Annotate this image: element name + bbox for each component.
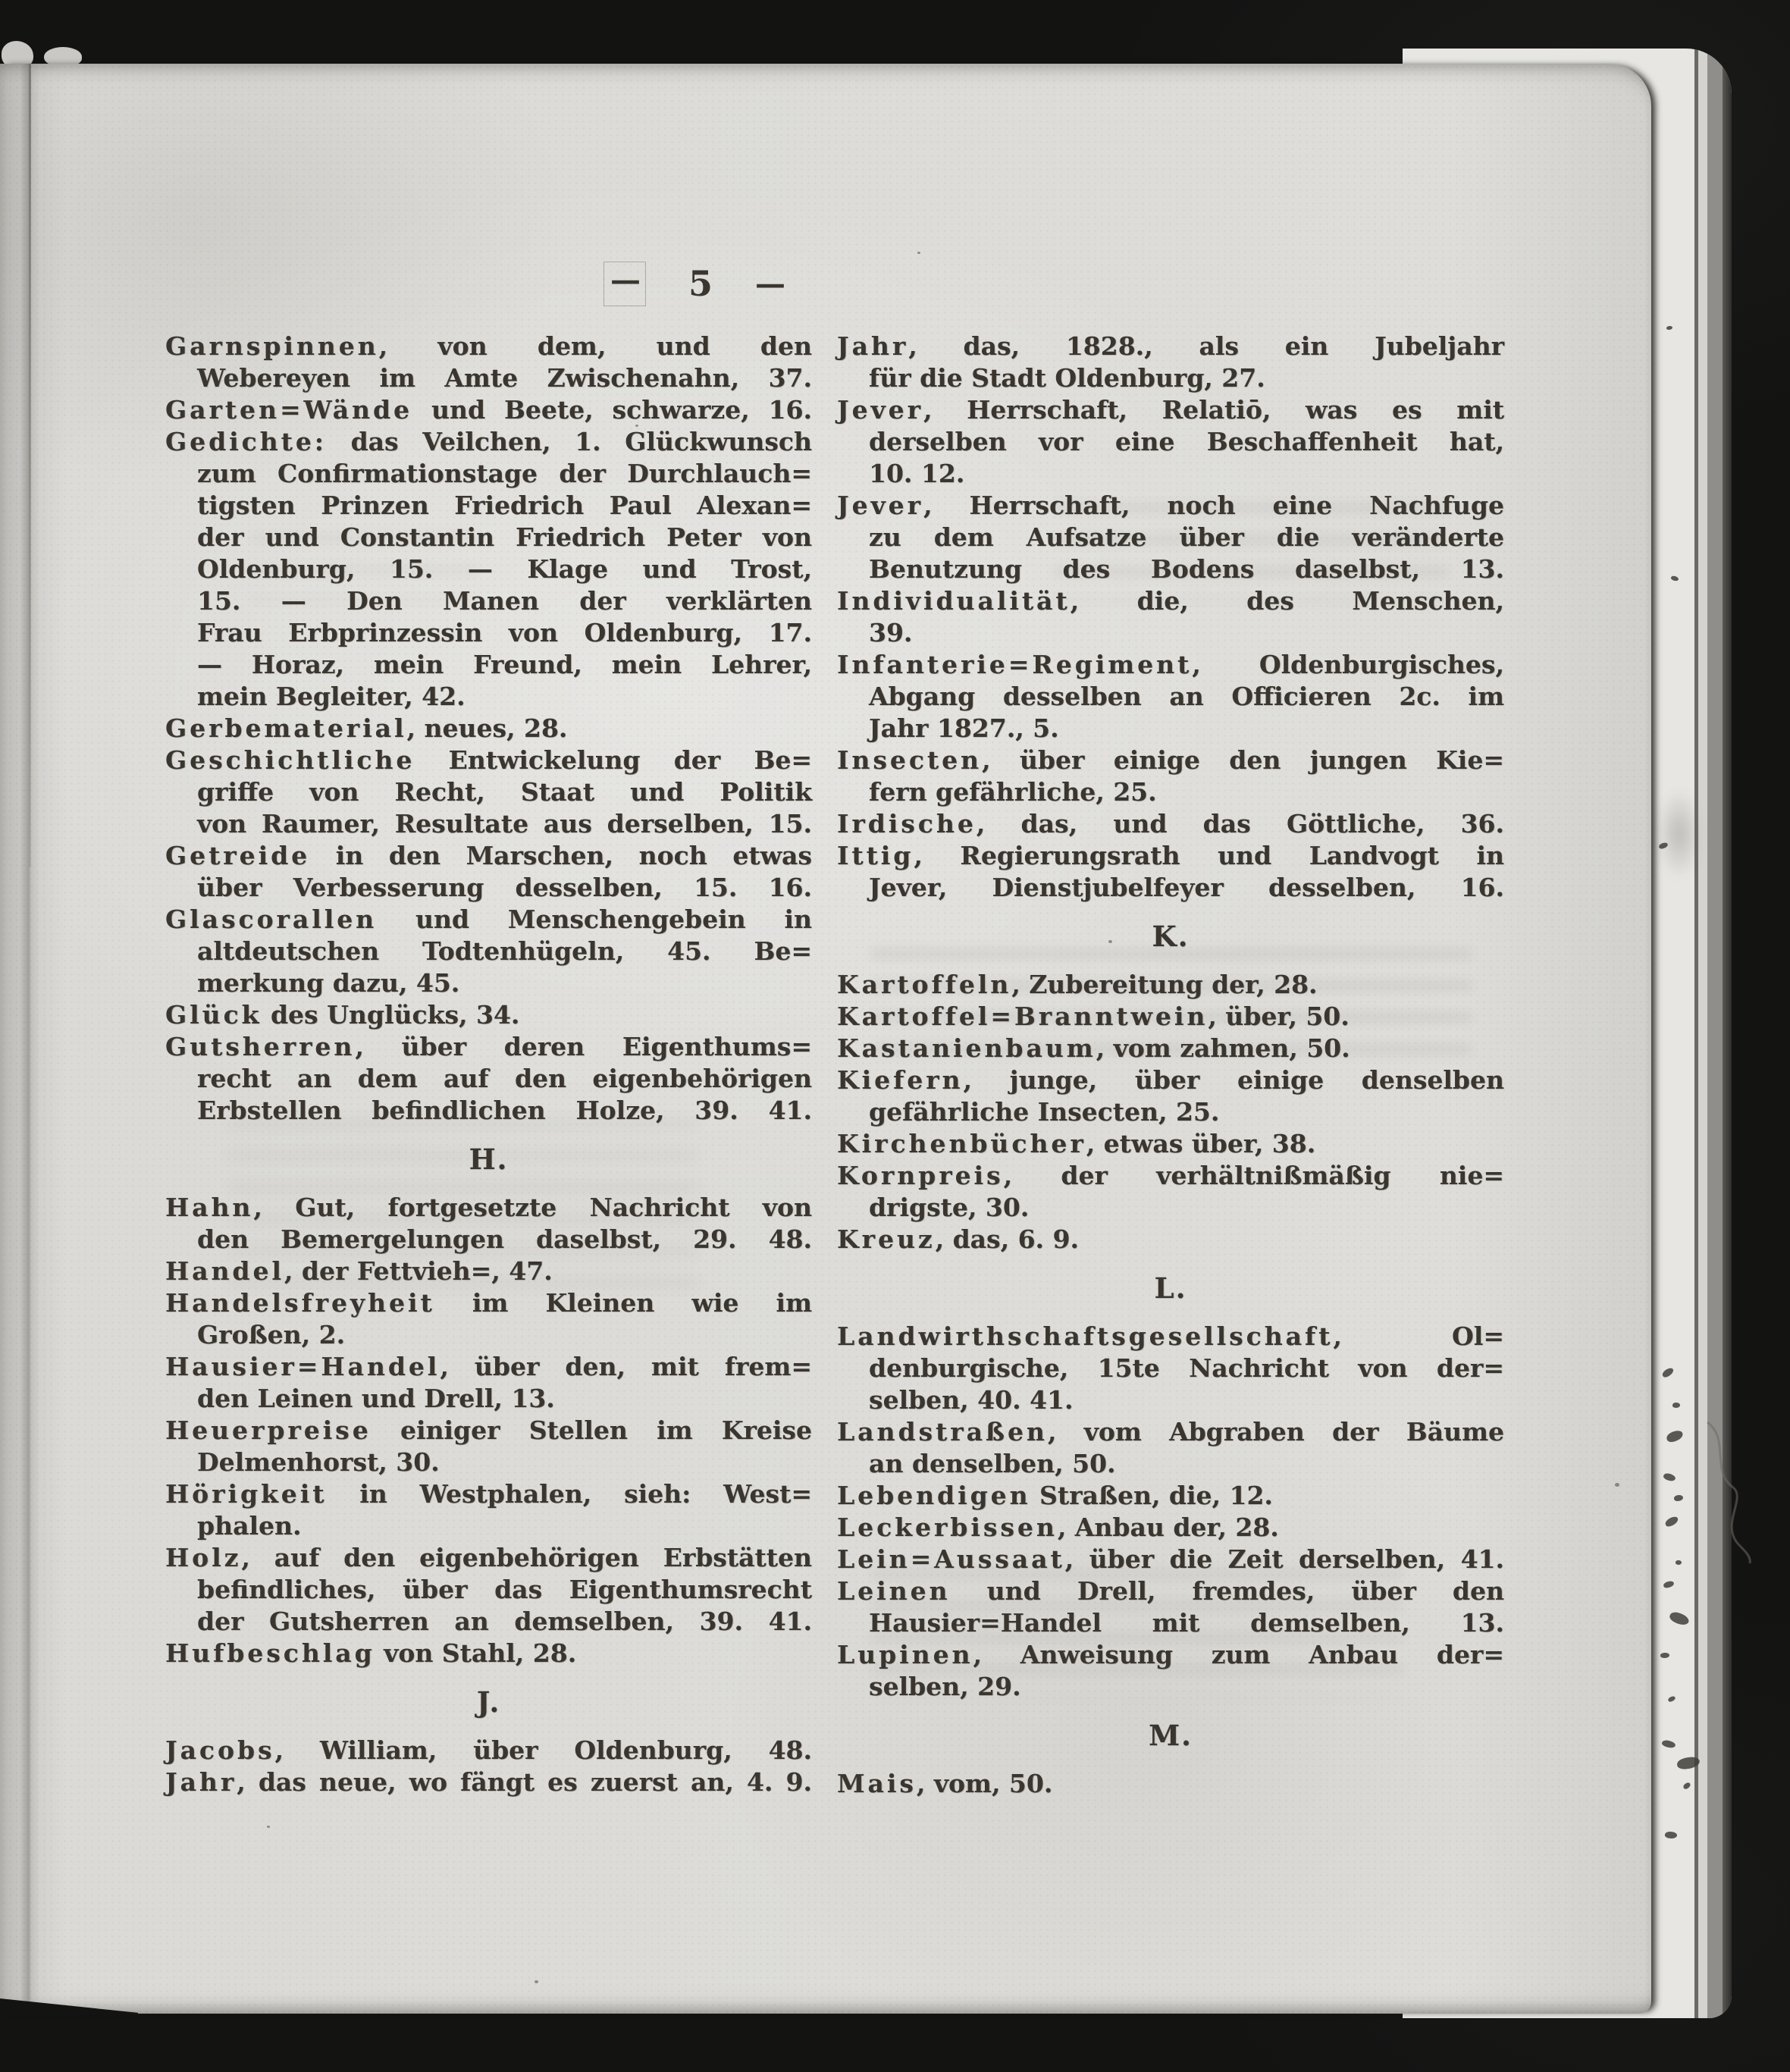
entry-headword: Gutsherren [165, 1032, 356, 1061]
index-entry [837, 1480, 1504, 1512]
section-heading: K. [1152, 920, 1190, 953]
entry-headword: Jahr [165, 1767, 237, 1797]
index-entry [165, 1542, 812, 1574]
index-continuation-line: Oldenburg, 15. — Klage und Trost, [197, 554, 812, 584]
entry-headword: Kirchenbücher [837, 1129, 1086, 1158]
paper-speck [1615, 1483, 1619, 1487]
entry-headword: Jacobs [165, 1735, 275, 1765]
entry-text: Straßen, die, 12. [1030, 1481, 1273, 1510]
index-entry [837, 808, 1504, 840]
entry-text: und Beete, schwarze, 16. [412, 395, 812, 425]
index-continuation-line: den Bemergelungen daselbst, 29. 48. [197, 1224, 812, 1254]
pencil-mark [1697, 1412, 1765, 1571]
entry-headword: Hausier=Handel [165, 1352, 440, 1381]
index-continuation-line: mein Begleiter, 42. [197, 682, 466, 711]
binding-crease-line [29, 64, 31, 867]
index-continuation-line: Delmenhorst, 30. [197, 1447, 440, 1477]
index-entry [837, 490, 1504, 522]
index-continuation-line: Frau Erbprinzessin von Oldenburg, 17. [197, 618, 812, 647]
entry-text: , Herrschaft, Relatiō, was es mit [923, 395, 1504, 425]
entry-headword: Ittig [837, 841, 914, 870]
index-entry [837, 1416, 1504, 1448]
index-continuation-line: Abgang desselben an Officieren 2c. im [869, 682, 1504, 711]
entry-text: , junge, über einige denselben [963, 1065, 1504, 1095]
entry-headword: Jever [837, 491, 923, 520]
entry-text: in den Marschen, noch etwas [310, 841, 812, 870]
index-continuation-line: tigsten Prinzen Friedrich Paul Alexan= [197, 491, 812, 520]
page-number: 5 [688, 263, 713, 304]
entry-headword: Irdische [837, 809, 977, 839]
index-entry [165, 1735, 812, 1766]
index-entry [837, 1544, 1504, 1575]
scan-artifact-box [603, 262, 646, 306]
index-entry [165, 1478, 812, 1510]
index-entry [837, 585, 1504, 617]
entry-text: , das, und das Göttliche, 36. [976, 809, 1504, 839]
index-entry [165, 744, 812, 776]
entry-text: , über deren Eigenthums= [355, 1032, 812, 1061]
index-entry [165, 713, 812, 744]
index-entry [165, 1351, 812, 1383]
index-continuation-line: der Gutsherren an demselben, 39. 41. [197, 1607, 812, 1636]
index-entry [165, 904, 812, 936]
header-dash: — [610, 262, 639, 298]
entry-headword: Kornpreis [837, 1161, 1004, 1190]
entry-headword: Insecten [837, 745, 983, 775]
entry-text: , das, 1828., als ein Jubeljahr [908, 331, 1504, 361]
index-continuation-line: denburgische, 15te Nachricht von der= [869, 1353, 1504, 1383]
entry-text: , etwas über, 38. [1086, 1129, 1316, 1158]
index-continuation-line: griffe von Recht, Staat und Politik [197, 777, 812, 807]
index-entry [165, 1287, 812, 1319]
entry-headword: Glascorallen [165, 904, 378, 934]
entry-text: einiger Stellen im Kreise [371, 1415, 812, 1445]
index-entry [165, 1766, 812, 1798]
section-heading: J. [476, 1685, 501, 1719]
index-continuation-line: zum Confirmationstage der Durchlauch= [197, 459, 812, 488]
entry-headword: Garnspinnen [165, 331, 379, 361]
entry-text: , vom zahmen, 50. [1096, 1033, 1350, 1063]
section-heading: L. [1154, 1271, 1187, 1305]
entry-headword: Individualität [837, 586, 1071, 616]
index-entry [165, 394, 812, 426]
paper-speck [267, 1826, 270, 1828]
index-entry [837, 1575, 1504, 1607]
section-heading: M. [1149, 1719, 1193, 1752]
index-continuation-line: 15. — Den Manen der verklärten [197, 586, 812, 616]
entry-text: , die, des Menschen, [1070, 586, 1504, 616]
index-continuation-line: von Raumer, Resultate aus derselben, 15. [197, 809, 812, 839]
entry-headword: Leinen [837, 1576, 951, 1606]
entry-headword: Geschichtliche [165, 745, 415, 775]
index-entry [837, 649, 1504, 681]
index-column-right [837, 331, 1504, 1800]
index-continuation-line: Großen, 2. [197, 1320, 346, 1349]
paper-speck [635, 425, 638, 427]
entry-headword: Glück [165, 1000, 262, 1030]
entry-headword: Jever [837, 395, 923, 425]
index-entry [165, 1415, 812, 1447]
entry-text: , Anbau der, 28. [1057, 1512, 1279, 1542]
index-entry [837, 840, 1504, 872]
entry-text: , Regierungsrath und Landvogt in [914, 841, 1504, 870]
section-heading: H. [469, 1143, 509, 1176]
index-continuation-line: über Verbesserung desselben, 15. 16. [197, 873, 812, 902]
index-entry [165, 1031, 812, 1063]
entry-text: , Anweisung zum Anbau der= [973, 1640, 1504, 1669]
index-entry [837, 1064, 1504, 1096]
page-edge-band [1723, 49, 1732, 2018]
index-continuation-line: der und Constantin Friedrich Peter von [197, 522, 812, 552]
entry-text: , das, 6. 9. [935, 1224, 1079, 1254]
entry-text: , Zubereitung der, 28. [1011, 970, 1318, 999]
index-entry [165, 999, 812, 1031]
index-entry [165, 1255, 812, 1287]
index-continuation-line: Hausier=Handel mit demselben, 13. [869, 1608, 1504, 1638]
entry-text: von Stahl, 28. [375, 1638, 577, 1668]
entry-text: des Unglücks, 34. [262, 1000, 520, 1030]
entry-text: und Menschengebein in [377, 904, 812, 934]
index-continuation-line: befindliches, über das Eigenthumsrecht [197, 1575, 812, 1604]
index-entry [837, 1160, 1504, 1192]
index-entry [837, 969, 1504, 1001]
entry-text: das Veilchen, 1. Glückwunsch [326, 427, 812, 456]
entry-headword: Hörigkeit [165, 1479, 328, 1509]
page-header [603, 259, 784, 308]
entry-text: , vom Abgraben der Bäume [1047, 1417, 1504, 1447]
entry-headword: Jahr [837, 331, 909, 361]
index-entry [165, 840, 812, 872]
entry-headword: Hufbeschlag [165, 1638, 375, 1668]
index-continuation-line: gefährliche Insecten, 25. [869, 1097, 1220, 1127]
index-continuation-line: Jahr 1827., 5. [869, 713, 1059, 743]
index-continuation-line: altdeutschen Todtenhügeln, 45. Be= [197, 936, 812, 966]
entry-text: , über den, mit frem= [440, 1352, 812, 1381]
index-continuation-line: den Leinen und Drell, 13. [197, 1384, 555, 1413]
entry-headword: Landwirthschaftsgesellschaft [837, 1321, 1334, 1351]
paper-speck [917, 252, 920, 254]
entry-text: , Gut, fortgesetzte Nachricht von [253, 1193, 812, 1222]
entry-headword: Handelsfreyheit [165, 1288, 435, 1318]
entry-headword: Infanterie=Regiment [837, 650, 1193, 679]
index-entry [837, 1033, 1504, 1064]
index-entry [837, 331, 1504, 362]
index-continuation-line: 10. 12. [869, 459, 965, 488]
index-continuation-line: drigste, 30. [869, 1193, 1030, 1222]
entry-headword: Lupinen [837, 1640, 973, 1669]
index-continuation-line: für die Stadt Oldenburg, 27. [869, 363, 1265, 393]
entry-headword: Heuerpreise [165, 1415, 371, 1445]
index-continuation-line: 39. [869, 618, 913, 647]
index-continuation-line: selben, 29. [869, 1672, 1021, 1701]
entry-headword: Leckerbissen [837, 1512, 1058, 1542]
entry-text: , der Fettvieh=, 47. [284, 1256, 553, 1286]
entry-text: , der verhältnißmäßig nie= [1003, 1161, 1504, 1190]
entry-headword: Gedichte: [165, 427, 327, 456]
index-entry [837, 1128, 1504, 1160]
entry-headword: Garten=Wände [165, 395, 412, 425]
index-continuation-line: zu dem Aufsatze über die veränderte [869, 522, 1504, 552]
index-continuation-line: Erbstellen befindlichen Holze, 39. 41. [197, 1096, 812, 1125]
entry-headword: Gerbematerial [165, 713, 407, 743]
entry-text: , Herrschaft, noch eine Nachfuge [923, 491, 1504, 520]
index-continuation-line: recht an dem auf den eigenbehörigen [197, 1064, 812, 1093]
entry-text: , Oldenburgisches, [1192, 650, 1504, 679]
paper-speck [534, 1980, 538, 1983]
entry-headword: Lein=Aussaat [837, 1544, 1065, 1574]
page-edge-band [1698, 49, 1707, 2018]
index-continuation-line: merkung dazu, 45. [197, 968, 460, 998]
index-entry [837, 1001, 1504, 1033]
entry-text: , Ol= [1333, 1321, 1504, 1351]
entry-text: , über die Zeit derselben, 41. [1064, 1544, 1504, 1574]
index-continuation-line: — Horaz, mein Freund, mein Lehrer, [197, 650, 812, 679]
index-continuation-line: fern gefährliche, 25. [869, 777, 1157, 807]
entry-text: Entwickelung der Be= [415, 745, 812, 775]
index-entry [837, 1321, 1504, 1353]
entry-headword: Getreide [165, 841, 311, 870]
entry-text: , von dem, und den [378, 331, 812, 361]
index-entry [165, 331, 812, 362]
index-continuation-line: Webereyen im Amte Zwischenahn, 37. [197, 363, 812, 393]
entry-headword: Lebendigen [837, 1481, 1031, 1510]
book-page [0, 64, 1651, 2014]
index-continuation-line: selben, 40. 41. [869, 1385, 1074, 1415]
index-entry [165, 1192, 812, 1224]
index-continuation-line: derselben vor eine Beschaffenheit hat, [869, 427, 1504, 456]
entry-text: , über, 50. [1208, 1002, 1350, 1031]
index-continuation-line: an denselben, 50. [869, 1449, 1116, 1478]
entry-headword: Mais [837, 1769, 917, 1798]
entry-headword: Holz [165, 1543, 242, 1572]
entry-text: in Westphalen, sieh: West= [327, 1479, 812, 1509]
index-column-left [165, 331, 812, 1798]
entry-text: , über einige den jungen Kie= [982, 745, 1504, 775]
entry-text: im Kleinen wie im [434, 1288, 812, 1318]
entry-text: , vom, 50. [916, 1769, 1053, 1798]
index-continuation-line: phalen. [197, 1511, 302, 1541]
index-entry [837, 1639, 1504, 1671]
index-entry [837, 1512, 1504, 1544]
entry-text: , William, über Oldenburg, 48. [274, 1735, 812, 1765]
entry-text: und Drell, fremdes, über den [950, 1576, 1504, 1606]
index-entry [837, 1224, 1504, 1255]
entry-headword: Handel [165, 1256, 284, 1286]
index-continuation-line: Benutzung des Bodens daselbst, 13. [869, 554, 1504, 584]
index-entry [837, 744, 1504, 776]
index-continuation-line: Jever, Dienstjubelfeyer desselben, 16. [869, 873, 1504, 902]
entry-headword: Kreuz [837, 1224, 936, 1254]
index-entry [165, 1638, 812, 1669]
entry-headword: Kiefern [837, 1065, 964, 1095]
index-entry [837, 394, 1504, 426]
paper-speck [1108, 940, 1112, 943]
index-entry [165, 426, 812, 458]
page-edge-band [1707, 49, 1723, 2018]
entry-text: , das neue, wo fängt es zuerst an, 4. 9. [237, 1767, 812, 1797]
smudge-mark [1657, 788, 1702, 879]
header-dash: — [754, 265, 784, 302]
entry-headword: Kartoffel=Branntwein [837, 1002, 1208, 1031]
entry-headword: Kartoffeln [837, 970, 1012, 999]
index-entry [837, 1768, 1504, 1800]
entry-text: , auf den eigenbehörigen Erbstätten [241, 1543, 812, 1572]
entry-headword: Landstraßen [837, 1417, 1048, 1447]
entry-text: , neues, 28. [406, 713, 568, 743]
entry-headword: Kastanienbaum [837, 1033, 1096, 1063]
entry-headword: Hahn [165, 1193, 254, 1222]
